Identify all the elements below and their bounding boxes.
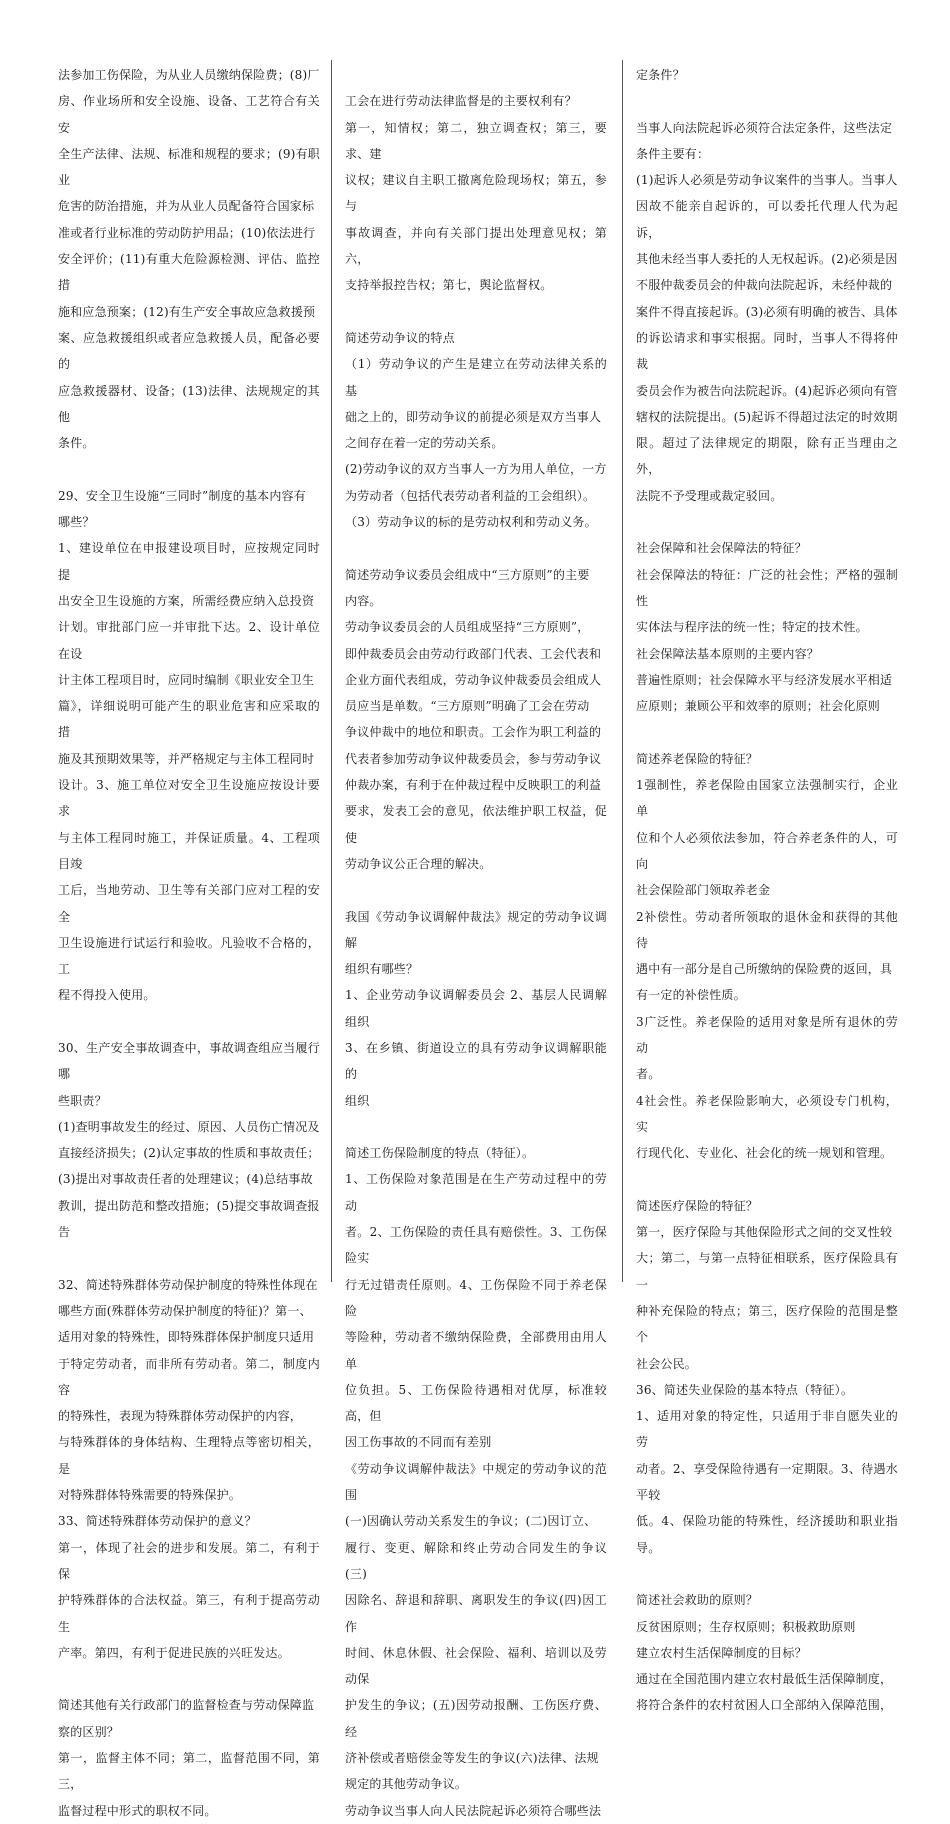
text-line: 建立农村生活保障制度的目标？ — [636, 1645, 807, 1660]
text-line: 1强制性，养老保险由国家立法强制实行，企业单 — [636, 778, 898, 819]
text-line: 与特殊群体的身体结构、生理特点等密切相关，是 — [58, 1435, 320, 1476]
text-line: 32、简述特殊群体劳动保护制度的特殊性体现在 — [58, 1277, 318, 1292]
text-line: 等险种，劳动者不缴纳保险费，全部费用由用人单 — [345, 1330, 607, 1371]
text-line — [636, 509, 898, 535]
text-line — [345, 535, 607, 561]
text-line: 察的区别？ — [58, 1724, 120, 1739]
text-line: 工会在进行劳动法律监督是的主要权利有？ — [345, 94, 577, 109]
text-line: 《劳动争议调解仲裁法》中规定的劳动争议的范围 — [345, 1461, 607, 1503]
text-line: 33、简述特殊群体劳动保护的意义？ — [58, 1514, 257, 1529]
text-line — [345, 62, 607, 88]
text-line: 仲裁办案，有利于在仲裁过程中反映职工的利益 — [345, 778, 602, 793]
text-line — [345, 299, 607, 325]
text-line: 社会保险部门领取养老金 — [636, 883, 771, 898]
text-line: 础之上的，即劳动争议的前提必须是双方当事人 — [345, 409, 602, 424]
text-line: 因除名、辞退和辞职、离职发生的争议(四)因工作 — [345, 1593, 607, 1634]
text-line: 哪些？ — [58, 515, 95, 530]
text-line: 与主体工程同时施工，并保证质量。4、工程项目竣 — [58, 830, 320, 871]
text-line: 有一定的补偿性质。 — [636, 988, 746, 1003]
text-line: 教训，提出防范和整改措施；(5)提交事故调查报 — [58, 1198, 320, 1213]
text-line: 全生产法律、法规、标准和规程的要求；(9)有职业 — [58, 146, 320, 188]
text-line: 条件。 — [58, 436, 95, 451]
text-line: 简述养老保险的特征？ — [636, 751, 759, 766]
text-line: 1、企业劳动争议调解委员会 2、基层人民调解组织 — [345, 988, 607, 1029]
text-line: (1)查明事故发生的经过、原因、人员伤亡情况及 — [58, 1119, 320, 1134]
text-line: 告 — [58, 1225, 71, 1240]
text-line: 代表者参加劳动争议仲裁委员会，参与劳动争议 — [345, 751, 602, 766]
text-line: 36、简述失业保险的基本特点（特征）。 — [636, 1382, 854, 1397]
text-line — [345, 1114, 607, 1140]
text-line: 我国《劳动争议调解仲裁法》规定的劳动争议调解 — [345, 909, 607, 950]
text-line — [58, 1666, 320, 1692]
text-column-3 — [636, 62, 898, 1719]
text-line: 简述工伤保险制度的特点（特征）。 — [345, 1146, 535, 1161]
text-line: 限。超过了法律规定的期限，除有正当理由之外， — [636, 436, 898, 477]
text-line: 的诉讼请求和事实根据。同时，当事人不得将仲裁 — [636, 330, 898, 372]
text-line: 定条件？ — [636, 68, 685, 82]
text-line: 者。 — [636, 1067, 661, 1082]
text-line: 济补偿或者赔偿金等发生的争议(六)法律、法规 — [345, 1751, 599, 1765]
text-line — [345, 877, 607, 903]
text-line: 大；第二，与第一点特征相联系，医疗保险具有一 — [636, 1251, 898, 1292]
text-line — [58, 1009, 320, 1035]
text-line: 适用对象的特殊性，即特殊群体保护制度只适用 — [58, 1330, 315, 1345]
text-line: 29、安全卫生设施“三同时”制度的基本内容有 — [58, 488, 306, 503]
text-line: 者。2、工伤保险的责任具有赔偿性。3、工伤保险实 — [345, 1225, 607, 1266]
text-line: 于特定劳动者，而非所有劳动者。第二，制度内容 — [58, 1356, 320, 1397]
text-line: 第一，知情权；第二，独立调查权；第三，要求、建 — [345, 120, 607, 161]
text-line: 其他未经当事人委托的人无权起诉。(2)必须是因 — [636, 252, 898, 267]
text-line: 劳动争议当事人向人民法院起诉必须符合哪些法 — [345, 1803, 602, 1818]
text-line: 之间存在着一定的劳动关系。 — [345, 436, 504, 451]
text-column-1 — [58, 62, 320, 1824]
text-line: 条件主要有： — [636, 146, 710, 161]
text-line: 案件不得直接起诉。(3)必须有明确的被告、具体 — [636, 304, 898, 319]
text-line: 辖权的法院提出。(5)起诉不得超过法定的时效期 — [636, 409, 898, 424]
text-line: 简述其他有关行政部门的监督检查与劳动保障监 — [58, 1698, 315, 1713]
text-line: 社会保障法基本原则的主要内容？ — [636, 646, 820, 661]
text-line: 卫生设施进行试运行和验收。凡验收不合格的，工 — [58, 935, 320, 977]
text-line: 动者。2、享受保险待遇有一定期限。3、待遇水平较 — [636, 1461, 898, 1503]
text-line: 对特殊群体特殊需要的特殊保护。 — [58, 1488, 242, 1503]
text-line: 护发生的争议；(五)因劳动报酬、工伤医疗费、经 — [345, 1698, 607, 1739]
text-line: 第一，体现了社会的进步和发展。第二，有利于保 — [58, 1540, 320, 1581]
text-line: 因工伤事故的不同而有差别 — [345, 1435, 492, 1450]
text-line: 通过在全国范围内建立农村最低生活保障制度， — [636, 1672, 893, 1687]
text-line: 行无过错责任原则。4、工伤保险不同于养老保险 — [345, 1277, 607, 1318]
text-line: 危害的防治措施，并为从业人员配备符合国家标 — [58, 199, 315, 214]
text-line: 案、应急救援组织或者应急救援人员，配备必要的 — [58, 330, 320, 372]
text-line: 1、工伤保险对象范围是在生产劳动过程中的劳动 — [345, 1172, 607, 1213]
text-line: 篇》，详细说明可能产生的职业危害和应采取的措 — [58, 699, 320, 740]
text-line — [636, 1166, 898, 1192]
text-line: 为劳动者（包括代表劳动者利益的工会组织）。 — [345, 488, 596, 503]
text-line: 规定的其他劳动争议。 — [345, 1777, 468, 1792]
text-line: (3)提出对事故责任者的处理建议；(4)总结事故 — [58, 1172, 313, 1187]
text-line: 3广泛性。养老保险的适用对象是所有退休的劳动 — [636, 1014, 898, 1055]
text-line: 企业方面代表组成，劳动争议仲裁委员会组成人 — [345, 672, 602, 687]
text-line: 议权；建议自主职工撤离危险现场权；第五，参与 — [345, 173, 607, 214]
text-line: 1、建设单位在申报建设项目时，应按规定同时提 — [58, 541, 320, 582]
text-line: 内容。 — [345, 593, 382, 608]
text-line: 当事人向法院起诉必须符合法定条件，这些法定 — [636, 120, 893, 135]
column-divider-right — [622, 60, 623, 1282]
text-line: 出安全卫生设施的方案，所需经费应纳入总投资 — [58, 593, 315, 608]
text-column-2 — [345, 62, 607, 1824]
text-line: 不服仲裁委员会的仲裁向法院起诉，未经仲裁的 — [636, 278, 893, 293]
text-line: 争议仲裁中的地位和职责。工会作为职工利益的 — [345, 725, 602, 740]
text-line: 委员会作为被告向法院起诉。(4)起诉必须向有管 — [636, 383, 898, 398]
text-line: 社会公民。 — [636, 1356, 698, 1371]
text-line: 计划。审批部门应一并审批下达。2、设计单位在设 — [58, 620, 320, 661]
text-line: 安全评价；(11)有重大危险源检测、评估、监控措 — [58, 252, 320, 293]
text-line: 社会保障法的特征：广泛的社会性；严格的强制性 — [636, 567, 898, 608]
text-line: 30、生产安全事故调查中，事故调查组应当履行哪 — [58, 1040, 320, 1082]
text-line: 应急救援器材、设备；(13)法律、法规规定的其他 — [58, 383, 320, 424]
text-line: (2)劳动争议的双方当事人一方为用人单位，一方 — [345, 462, 607, 477]
text-line: (一)因确认劳动关系发生的争议；(二)因订立、 — [345, 1514, 597, 1529]
text-line: 劳动争议委员会的人员组成坚持“三方原则”， — [345, 620, 590, 635]
text-line: 些职责？ — [58, 1093, 107, 1108]
text-line — [636, 1561, 898, 1587]
text-line: 组织有哪些？ — [345, 962, 419, 977]
text-line: (1)起诉人必须是劳动争议案件的当事人。当事人 — [636, 173, 898, 188]
text-line: 支持举报控告权；第七，舆论监督权。 — [345, 278, 553, 293]
text-line: 实体法与程序法的统一性；特定的技术性。 — [636, 620, 868, 635]
text-line: 程不得投入使用。 — [58, 988, 156, 1003]
text-line: 位负担。5、工伤保险待遇相对优厚，标准较高，但 — [345, 1382, 607, 1424]
text-line: 直接经济损失；(2)认定事故的性质和事故责任； — [58, 1146, 320, 1161]
text-line: 房、作业场所和安全设施、设备、工艺符合有关安 — [58, 94, 320, 135]
column-divider-left — [331, 60, 332, 1282]
text-line: 简述社会救助的原则？ — [636, 1593, 759, 1608]
text-line: 施及其预期效果等，并严格规定与主体工程同时 — [58, 751, 315, 766]
text-line: 要求，发表工会的意见，依法维护职工权益，促使 — [345, 804, 607, 845]
text-line: 反贫困原则；生存权原则；积极救助原则 — [636, 1619, 856, 1634]
text-line: 简述劳动争议的特点 — [345, 330, 455, 345]
text-line: 种补充保险的特点；第三，医疗保险的范围是整个 — [636, 1303, 898, 1345]
text-line — [636, 719, 898, 745]
text-line: 应原则；兼顾公平和效率的原则；社会化原则 — [636, 699, 881, 714]
text-line: 即仲裁委员会由劳动行政部门代表、工会代表和 — [345, 646, 602, 661]
text-line: 遇中有一部分是自己所缴纳的保险费的返回，具 — [636, 962, 893, 977]
text-line: 法参加工伤保险，为从业人员缴纳保险费；(8)厂 — [58, 68, 320, 82]
text-line: 组织 — [345, 1093, 370, 1108]
text-line: 设计。3、施工单位对安全卫生设施应按设计要求 — [58, 778, 320, 819]
text-line: （1）劳动争议的产生是建立在劳动法律关系的基 — [345, 357, 607, 398]
text-line: 准或者行业标准的劳动防护用品；(10)依法进行 — [58, 225, 316, 240]
text-line: 的特殊性，表现为特殊群体劳动保护的内容， — [58, 1409, 303, 1424]
text-line: 行现代化、专业化、社会化的统一规划和管理。 — [636, 1146, 893, 1161]
text-line: 哪些方面(殊群体劳动保护制度的特征)？第一、 — [58, 1303, 312, 1318]
text-line: 法院不予受理或裁定驳回。 — [636, 488, 783, 503]
text-line — [58, 456, 320, 482]
text-line: 计主体工程项目时，应同时编制《职业安全卫生 — [58, 672, 315, 687]
text-line: 简述医疗保险的特征？ — [636, 1198, 759, 1213]
text-line: 员应当是单数。“三方原则”明确了工会在劳动 — [345, 699, 590, 714]
text-line: 简述劳动争议委员会组成中“三方原则”的主要 — [345, 567, 590, 582]
text-line: 位和个人必须依法参加，符合养老条件的人，可向 — [636, 830, 898, 871]
text-line: （3）劳动争议的标的是劳动权利和劳动义务。 — [345, 515, 597, 530]
text-line: 时间、休息休假、社会保险、福利、培训以及劳动保 — [345, 1645, 607, 1687]
text-line: 履行、变更、解除和终止劳动合同发生的争议(三) — [345, 1540, 607, 1581]
text-line: 2补偿性。劳动者所领取的退休金和获得的其他待 — [636, 909, 898, 950]
text-line: 第一，医疗保险与其他保险形式之间的交叉性较 — [636, 1225, 893, 1240]
text-line: 普遍性原则；社会保障水平与经济发展水平相适 — [636, 672, 893, 687]
text-line: 第一，监督主体不同；第二，监督范围不同，第三， — [58, 1751, 320, 1792]
text-line: 1、适用对象的特定性，只适用于非自愿失业的劳 — [636, 1409, 898, 1450]
text-line: 因故不能亲自起诉的，可以委托代理人代为起诉， — [636, 199, 898, 240]
text-line — [58, 1245, 320, 1271]
text-line: 事故调查，并向有关部门提出处理意见权；第六， — [345, 225, 607, 267]
text-line: 社会保障和社会保障法的特征？ — [636, 541, 807, 556]
text-line: 施和应急预案；(12)有生产安全事故应急救援预 — [58, 304, 316, 319]
text-line: 监督过程中形式的职权不同。 — [58, 1803, 217, 1818]
text-line: 低。4、保险功能的特殊性，经济援助和职业指导。 — [636, 1514, 898, 1555]
text-line: 3、在乡镇、街道设立的具有劳动争议调解职能的 — [345, 1040, 607, 1082]
text-line: 4社会性。养老保险影响大，必须设专门机构，实 — [636, 1093, 898, 1134]
text-line: 产率。第四，有利于促进民族的兴旺发达。 — [58, 1645, 290, 1660]
text-line: 护特殊群体的合法权益。第三，有利于提高劳动生 — [58, 1593, 320, 1634]
text-line: 劳动争议公正合理的解决。 — [345, 856, 492, 871]
text-line: 工后，当地劳动、卫生等有关部门应对工程的安全 — [58, 883, 320, 924]
text-line: 将符合条件的农村贫困人口全部纳入保障范围， — [636, 1698, 893, 1713]
text-line — [636, 88, 898, 114]
